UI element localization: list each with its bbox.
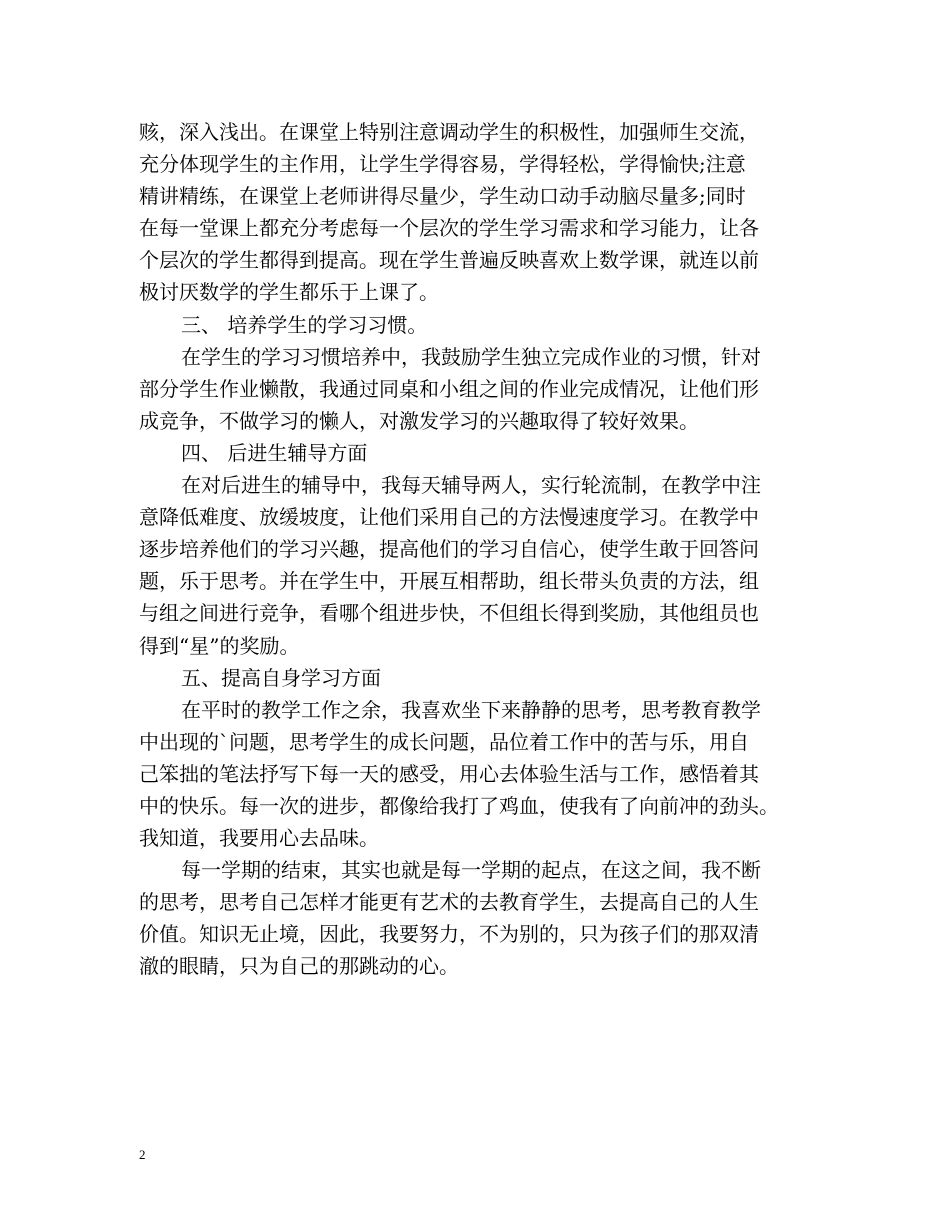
- text-line: 价值。知识无止境，因此，我要努力，不为别的，只为孩子们的那双清: [139, 922, 759, 947]
- text-line: 赅，深入浅出。在课堂上特别注意调动学生的积极性，加强师生交流，: [139, 120, 759, 144]
- text-line: 己笨拙的笔法抒写下每一天的感受，用心去体验生活与工作，感悟着其: [139, 761, 759, 786]
- text-line: 澈的眼睛，只为自己的那跳动的心。: [139, 954, 459, 979]
- text-line: 中的快乐。每一次的进步，都像给我打了鸡血，使我有了向前冲的劲头。: [139, 793, 779, 818]
- page-number: 2: [139, 1147, 146, 1162]
- text-line: 得到“星”的奖励。: [139, 633, 300, 658]
- text-line: 极讨厌数学的学生都乐于上课了。: [139, 280, 439, 305]
- text-line: 在每一堂课上都充分考虑每一个层次的学生学习需求和学习能力，让各: [139, 216, 759, 241]
- text-line: 我知道，我要用心去品味。: [139, 826, 379, 851]
- section-heading: 四、 后进生辅导方面: [181, 440, 368, 465]
- text-line: 部分学生作业懒散，我通过同桌和小组之间的作业完成情况，让他们形: [139, 376, 759, 401]
- text-line: 在平时的教学工作之余，我喜欢坐下来静静的思考，思考教育教学: [181, 697, 761, 722]
- text-line: 的思考，思考自己怎样才能更有艺术的去教育学生，去提高自己的人生: [139, 890, 759, 915]
- text-line: 与组之间进行竞争，看哪个组进步快，不但组长得到奖励，其他组员也: [139, 601, 759, 626]
- text-line: 每一学期的结束，其实也就是每一学期的起点，在这之间，我不断: [181, 858, 761, 883]
- text-line: 成竞争，不做学习的懒人，对激发学习的兴趣取得了较好效果。: [139, 408, 699, 433]
- text-line: 精讲精练，在课堂上老师讲得尽量少，学生动口动手动脑尽量多;同时: [139, 184, 746, 209]
- section-heading: 三、 培养学生的学习习惯。: [181, 312, 428, 337]
- text-line: 题，乐于思考。并在学生中，开展互相帮助，组长带头负责的方法，组: [139, 569, 759, 594]
- text-line: 在对后进生的辅导中，我每天辅导两人，实行轮流制，在教学中注: [181, 473, 761, 498]
- text-line: 中出现的`问题，思考学生的成长问题，品位着工作中的苦与乐，用自: [139, 729, 749, 754]
- document-body: [139, 116, 819, 983]
- text-line: 逐步培养他们的学习兴趣，提高他们的学习自信心，使学生敢于回答问: [139, 537, 759, 562]
- section-heading: 五、提高自身学习方面: [181, 665, 381, 690]
- text-line: 意降低难度、放缓坡度，让他们采用自己的方法慢速度学习。在教学中: [139, 505, 759, 530]
- text-line: 在学生的学习习惯培养中，我鼓励学生独立完成作业的习惯，针对: [181, 344, 761, 369]
- text-line: 个层次的学生都得到提高。现在学生普遍反映喜欢上数学课，就连以前: [139, 248, 759, 273]
- text-line: 充分体现学生的主作用，让学生学得容易，学得轻松，学得愉快;注意: [139, 152, 746, 177]
